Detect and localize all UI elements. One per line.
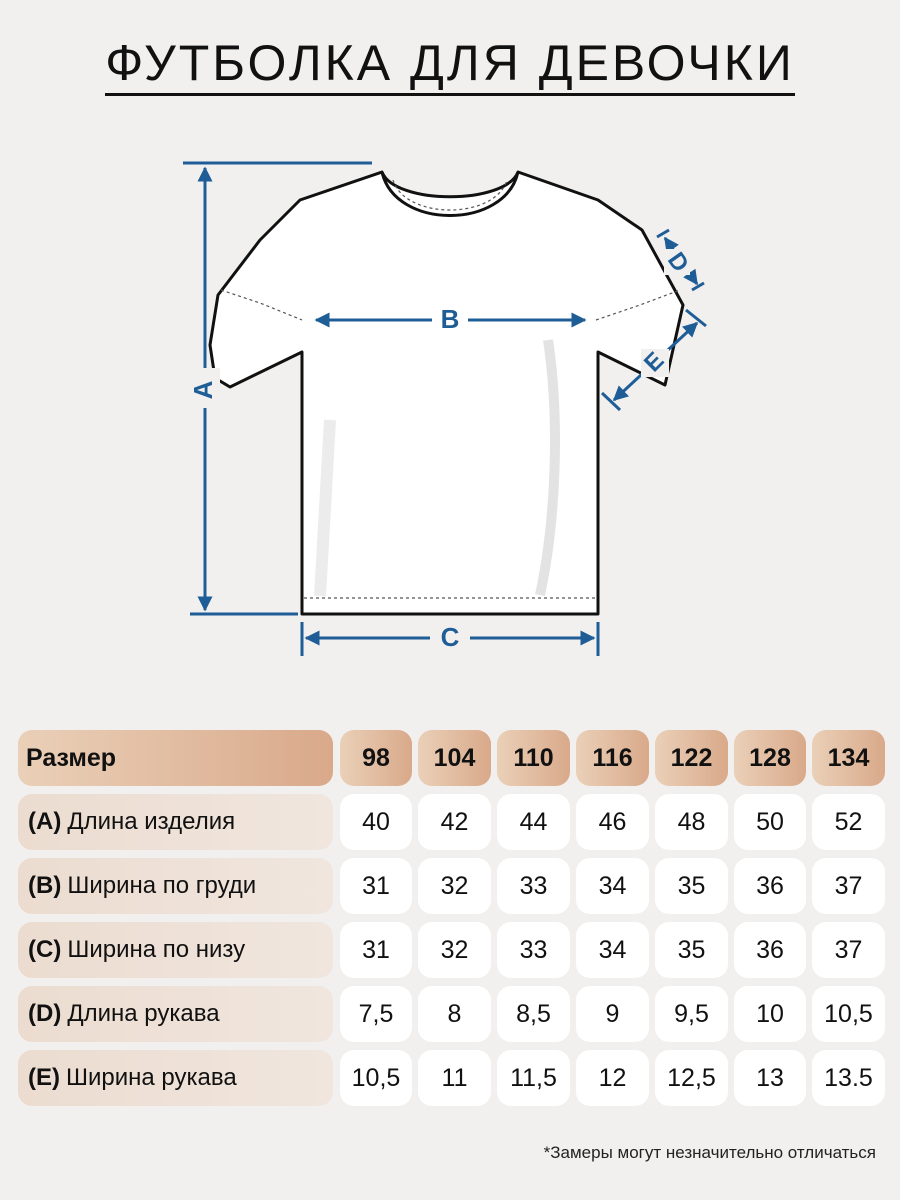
label-e: E [638,346,670,378]
tshirt-outline [210,172,683,614]
label-a: A [187,380,218,400]
row-code: (E) [28,1064,60,1091]
table-cell: 46 [576,794,649,850]
table-cell: 34 [576,858,649,914]
row-label [18,794,333,850]
table-cell: 12,5 [655,1050,728,1106]
size-header: 98 [340,730,412,786]
table-cell: 40 [340,794,412,850]
row-code: (C) [28,936,62,963]
table-cell: 34 [576,922,649,978]
table-cell: 13 [734,1050,806,1106]
row-code: (A) [28,808,62,835]
size-header: 110 [497,730,570,786]
table-cell: 32 [418,858,491,914]
row-name: Ширина по груди [67,872,257,899]
row-label [18,1050,333,1106]
table-cell: 52 [812,794,885,850]
table-cell: 9,5 [655,986,728,1042]
table-cell: 37 [812,922,885,978]
row-label [18,922,333,978]
table-cell: 7,5 [340,986,412,1042]
table-cell: 8,5 [497,986,570,1042]
page-title: ФУТБОЛКА ДЛЯ ДЕВОЧКИ [0,34,900,92]
table-cell: 13.5 [812,1050,885,1106]
row-name: Ширина по низу [67,936,246,963]
row-name: Длина изделия [67,808,236,835]
table-cell: 36 [734,858,806,914]
table-cell: 33 [497,922,570,978]
table-cell: 9 [576,986,649,1042]
table-cell: 36 [734,922,806,978]
row-name: Длина рукава [67,1000,220,1027]
table-cell: 31 [340,922,412,978]
label-c: C [440,621,460,652]
table-cell: 10,5 [340,1050,412,1106]
size-header: 104 [418,730,491,786]
table-cell: 32 [418,922,491,978]
table-cell: 8 [418,986,491,1042]
table-cell: 11,5 [497,1050,570,1106]
size-header: 134 [812,730,885,786]
label-d: D [661,247,694,278]
table-cell: 42 [418,794,491,850]
table-cell: 50 [734,794,806,850]
table-header-label: Размер [18,730,333,786]
table-cell: 35 [655,858,728,914]
table-cell: 10 [734,986,806,1042]
footnote: *Замеры могут незначительно отличаться [543,1143,876,1162]
size-header: 122 [655,730,728,786]
row-label [18,986,333,1042]
size-header: 128 [734,730,806,786]
row-label [18,858,333,914]
table-cell: 37 [812,858,885,914]
table-cell: 10,5 [812,986,885,1042]
table-cell: 35 [655,922,728,978]
table-cell: 31 [340,858,412,914]
row-code: (B) [28,872,62,899]
table-cell: 48 [655,794,728,850]
table-cell: 12 [576,1050,649,1106]
label-b: B [440,303,460,334]
row-code: (D) [28,1000,62,1027]
table-cell: 44 [497,794,570,850]
size-header: 116 [576,730,649,786]
table-cell: 33 [497,858,570,914]
row-name: Ширина рукава [66,1064,237,1091]
table-cell: 11 [418,1050,491,1106]
